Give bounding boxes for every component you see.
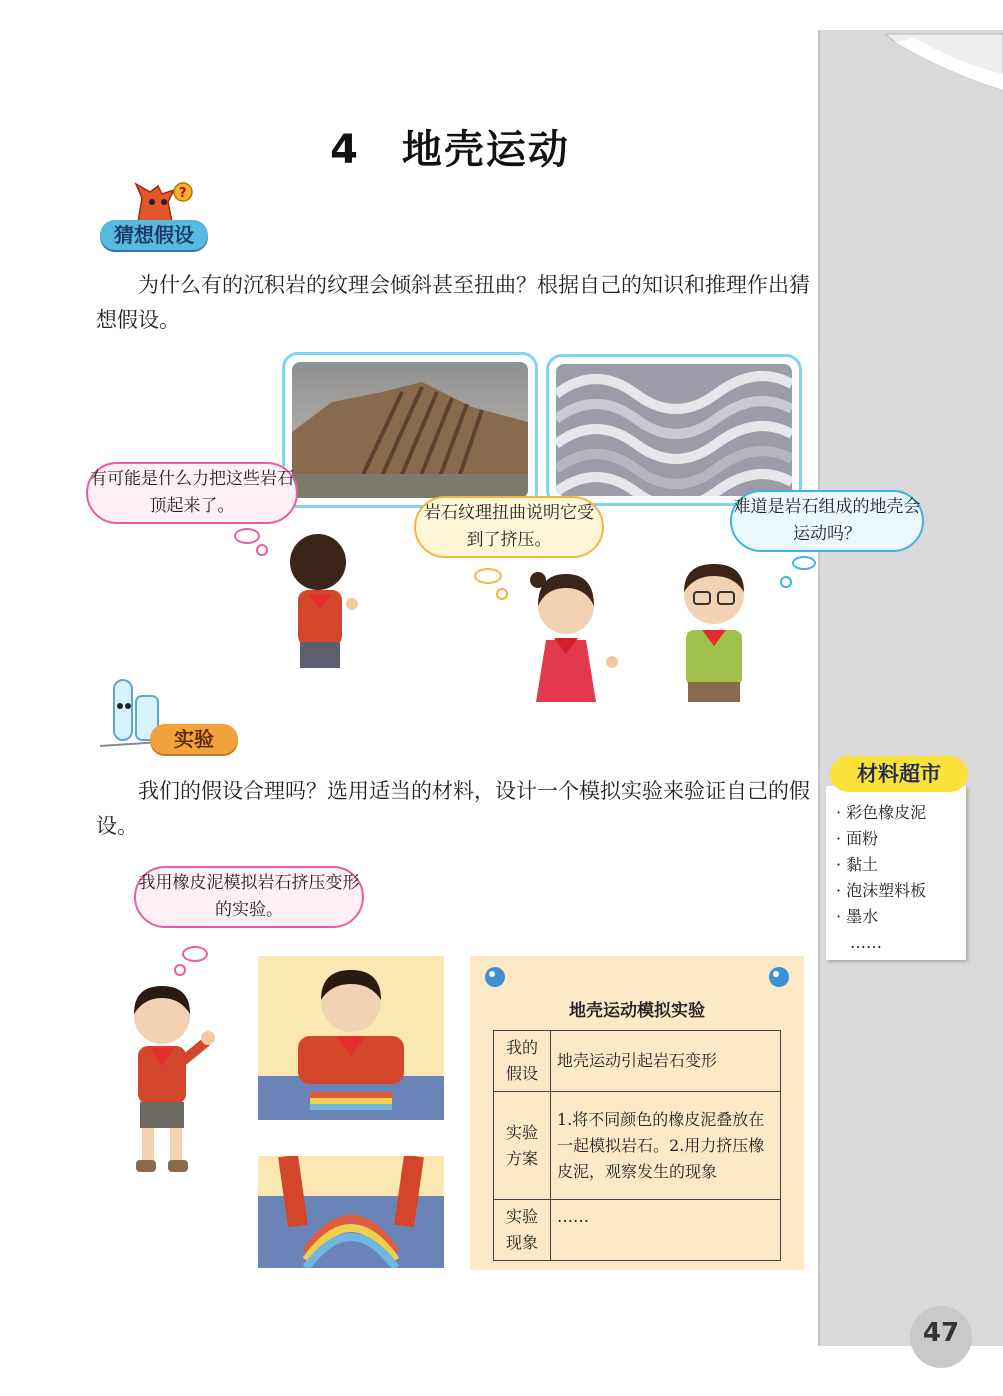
row-label: 我的假设 xyxy=(494,1031,551,1092)
thought-dot xyxy=(474,568,502,584)
thought-dot xyxy=(496,588,508,600)
guess-section-tag: 猜想假设 xyxy=(100,220,208,250)
experiment-table xyxy=(493,1030,781,1261)
thought-bubble-3: 难道是岩石组成的地壳会运动吗？ xyxy=(730,490,924,552)
materials-title: 材料超市 xyxy=(830,756,968,792)
materials-item: …… xyxy=(850,933,882,952)
row-label: 实验现象 xyxy=(494,1200,551,1261)
boy-back-illustration xyxy=(284,530,364,670)
table-row xyxy=(494,1200,781,1261)
experiment-thought-bubble: 我用橡皮泥模拟岩石挤压变形的实验。 xyxy=(134,866,364,928)
fox-mascot-icon xyxy=(128,178,194,226)
thought-dot xyxy=(256,544,268,556)
experiment-card-title: 地壳运动模拟实验 xyxy=(569,1001,705,1021)
tilted-strata-image xyxy=(292,362,528,498)
table-row xyxy=(494,1092,781,1200)
materials-item: · 黏土 xyxy=(836,855,879,874)
row-content: 1.将不同颜色的橡皮泥叠放在一起模拟岩石。2.用力挤压橡皮泥，观察发生的现象 xyxy=(551,1092,781,1200)
thought-dot xyxy=(780,576,792,588)
boy-glasses-illustration xyxy=(678,556,750,702)
thought-dot xyxy=(792,556,816,570)
materials-list xyxy=(836,800,964,956)
thought-dot xyxy=(174,964,186,976)
svg-text:?: ? xyxy=(179,186,187,201)
row-content: …… xyxy=(551,1200,781,1261)
materials-item: · 彩色橡皮泥 xyxy=(836,803,927,822)
rock-photo-tilted xyxy=(282,352,538,508)
clay-layers-illustration xyxy=(258,956,444,1120)
thought-bubble-2: 岩石纹理扭曲说明它受到了挤压。 xyxy=(414,496,604,558)
thought-dot xyxy=(234,528,260,544)
guess-paragraph: 为什么有的沉积岩的纹理会倾斜甚至扭曲？根据自己的知识和推理作出猜想假设。 xyxy=(96,273,810,332)
thought-bubble-1: 有可能是什么力把这些岩石顶起来了。 xyxy=(86,462,298,524)
thought-dot xyxy=(182,946,208,962)
page-title: 4 地壳运动 xyxy=(330,127,570,173)
boy-waving-illustration xyxy=(118,980,218,1174)
row-content: 地壳运动引起岩石变形 xyxy=(551,1031,781,1092)
materials-item: · 墨水 xyxy=(836,907,879,926)
materials-item: · 泡沫塑料板 xyxy=(836,881,927,900)
pin-icon xyxy=(484,966,506,988)
rock-photo-folded xyxy=(546,354,802,506)
experiment-section-tag: 实验 xyxy=(150,724,238,754)
clay-folding-illustration xyxy=(258,1156,444,1268)
experiment-paragraph: 我们的假设合理吗？选用适当的材料，设计一个模拟实验来验证自己的假设。 xyxy=(96,779,810,838)
girl-illustration xyxy=(520,564,624,702)
page-curl-icon xyxy=(885,32,1003,92)
materials-item: · 面粉 xyxy=(836,829,879,848)
table-row xyxy=(494,1031,781,1092)
page-number: 47 xyxy=(922,1318,960,1348)
pin-icon xyxy=(768,966,790,988)
row-label: 实验方案 xyxy=(494,1092,551,1200)
folded-strata-image xyxy=(556,364,792,496)
page-margin xyxy=(820,30,1003,1346)
